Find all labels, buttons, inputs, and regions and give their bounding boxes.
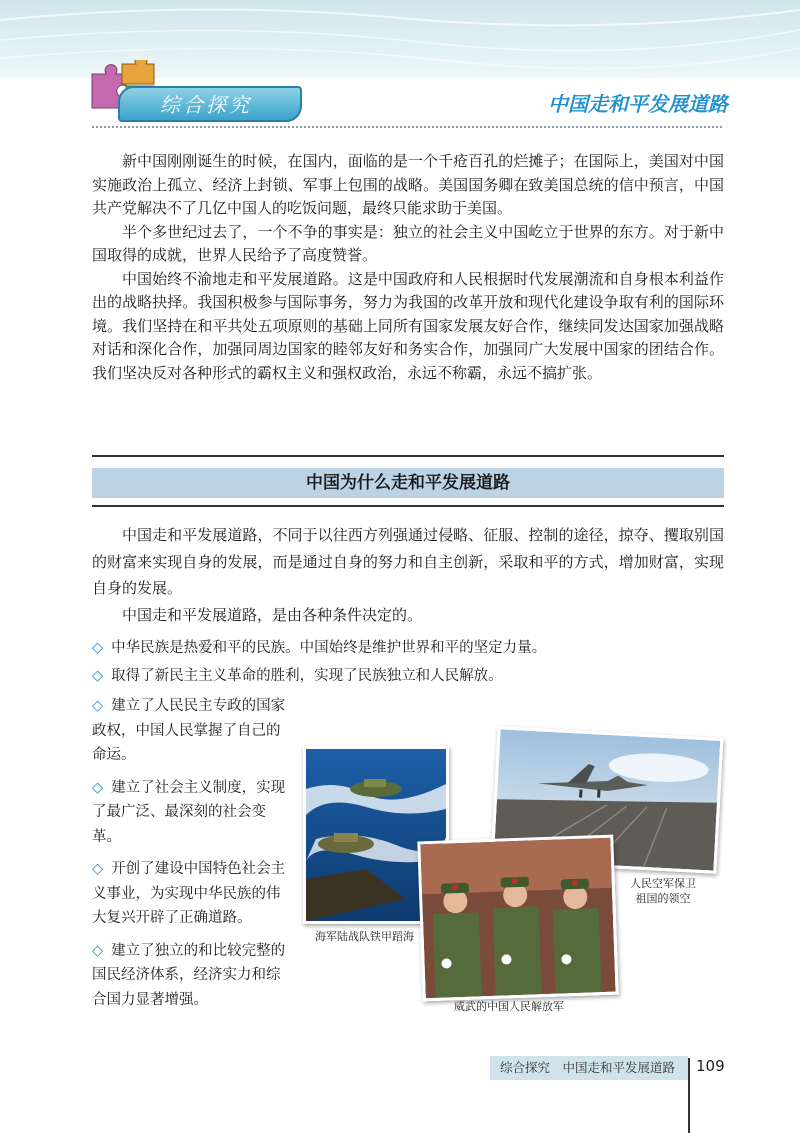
section-rule-bottom: [92, 505, 724, 507]
intro-paragraph: 半个多世纪过去了，一个不争的事实是：独立的社会主义中国屹立于世界的东方。对于新中国取得的成就，世界人民给予了高度赞誉。: [92, 222, 724, 264]
navy-photo-caption: 海军陆战队铁甲蹈海: [315, 930, 414, 943]
section-title: 中国为什么走和平发展道路: [92, 468, 724, 498]
diamond-icon: ◇: [92, 668, 104, 684]
diamond-icon: ◇: [92, 640, 104, 656]
airforce-photo-caption: 人民空军保卫 祖国的领空: [630, 877, 696, 905]
diamond-icon: ◇: [92, 861, 104, 877]
intro-paragraph: 新中国刚刚诞生的时候，在国内，面临的是一个千疮百孔的烂摊子；在国际上，美国对中国实施政治上孤立、经济上封锁、军事上包围的战略。美国国务卿在致美国总统的信中预言，中国共产党解决不了几亿中国人的吃饭问题，最终只能求助于美国。: [92, 152, 724, 217]
bullet-item: ◇ 建立了人民民主专政的国家政权，中国人民掌握了自己的命运。: [92, 698, 286, 763]
bullet-item: ◇ 建立了社会主义制度，实现了最广泛、最深刻的社会变革。: [92, 779, 286, 845]
narrow-bullet-list: [92, 694, 288, 1020]
page-number: 109: [696, 1057, 725, 1075]
section-paragraph: 中国走和平发展道路，不同于以往西方列强通过侵略、征服、控制的途径，掠夺、攫取别国的财富来实现自身的发展，而是通过自身的努力和自主创新，采取和平的方式，增加财富，实现自身的发展。: [92, 526, 724, 597]
intro-paragraph: 中国始终不渝地走和平发展道路。这是中国政府和人民根据时代发展潮流和自身根本利益作出的战略抉择。我国积极参与国际事务，努力为我国的改革开放和现代化建设争取有利的国际环境。我们坚持在和平共处五项原则的基础上同所有国家发展友好合作，继续同发达国家加强战略对话和深化合作，加强同周边国家的睦邻友好和务实合作，加强同广大发展中国家的团结合作。我们坚决反对各种形式的霸权主义和强权政治，永远不称霸，永远不搞扩张。: [92, 269, 724, 382]
bullet-item: ◇ 取得了新民主主义革命的胜利，实现了民族独立和人民解放。: [92, 668, 503, 684]
diamond-icon: ◇: [92, 698, 104, 714]
running-footer: 综合探究 中国走和平发展道路: [490, 1056, 688, 1080]
diamond-icon: ◇: [92, 779, 104, 796]
bullet-item: ◇ 开创了建设中国特色社会主义事业，为实现中华民族的伟大复兴开辟了正确道路。: [92, 861, 286, 926]
section-paragraph: 中国走和平发展道路，是由各种条件决定的。: [122, 605, 423, 624]
intro-text: [92, 150, 724, 385]
section-tag-label: 综合探究: [160, 93, 252, 117]
diamond-icon: ◇: [92, 942, 104, 959]
page-title: 中国走和平发展道路: [548, 92, 728, 116]
bullet-item: ◇ 中华民族是热爱和平的民族。中国始终是维护世界和平的坚定力量。: [92, 640, 547, 656]
section-rule-top: [92, 455, 724, 457]
army-photo-caption: 威武的中国人民解放军: [454, 1000, 564, 1013]
section-body: [92, 522, 724, 628]
army-photo: [417, 835, 618, 1002]
dotted-divider: [92, 126, 722, 128]
footer-rule: [688, 1058, 690, 1133]
bullet-item: ◇ 建立了独立的和比较完整的国民经济体系，经济实力和综合国力显著增强。: [92, 942, 286, 1008]
